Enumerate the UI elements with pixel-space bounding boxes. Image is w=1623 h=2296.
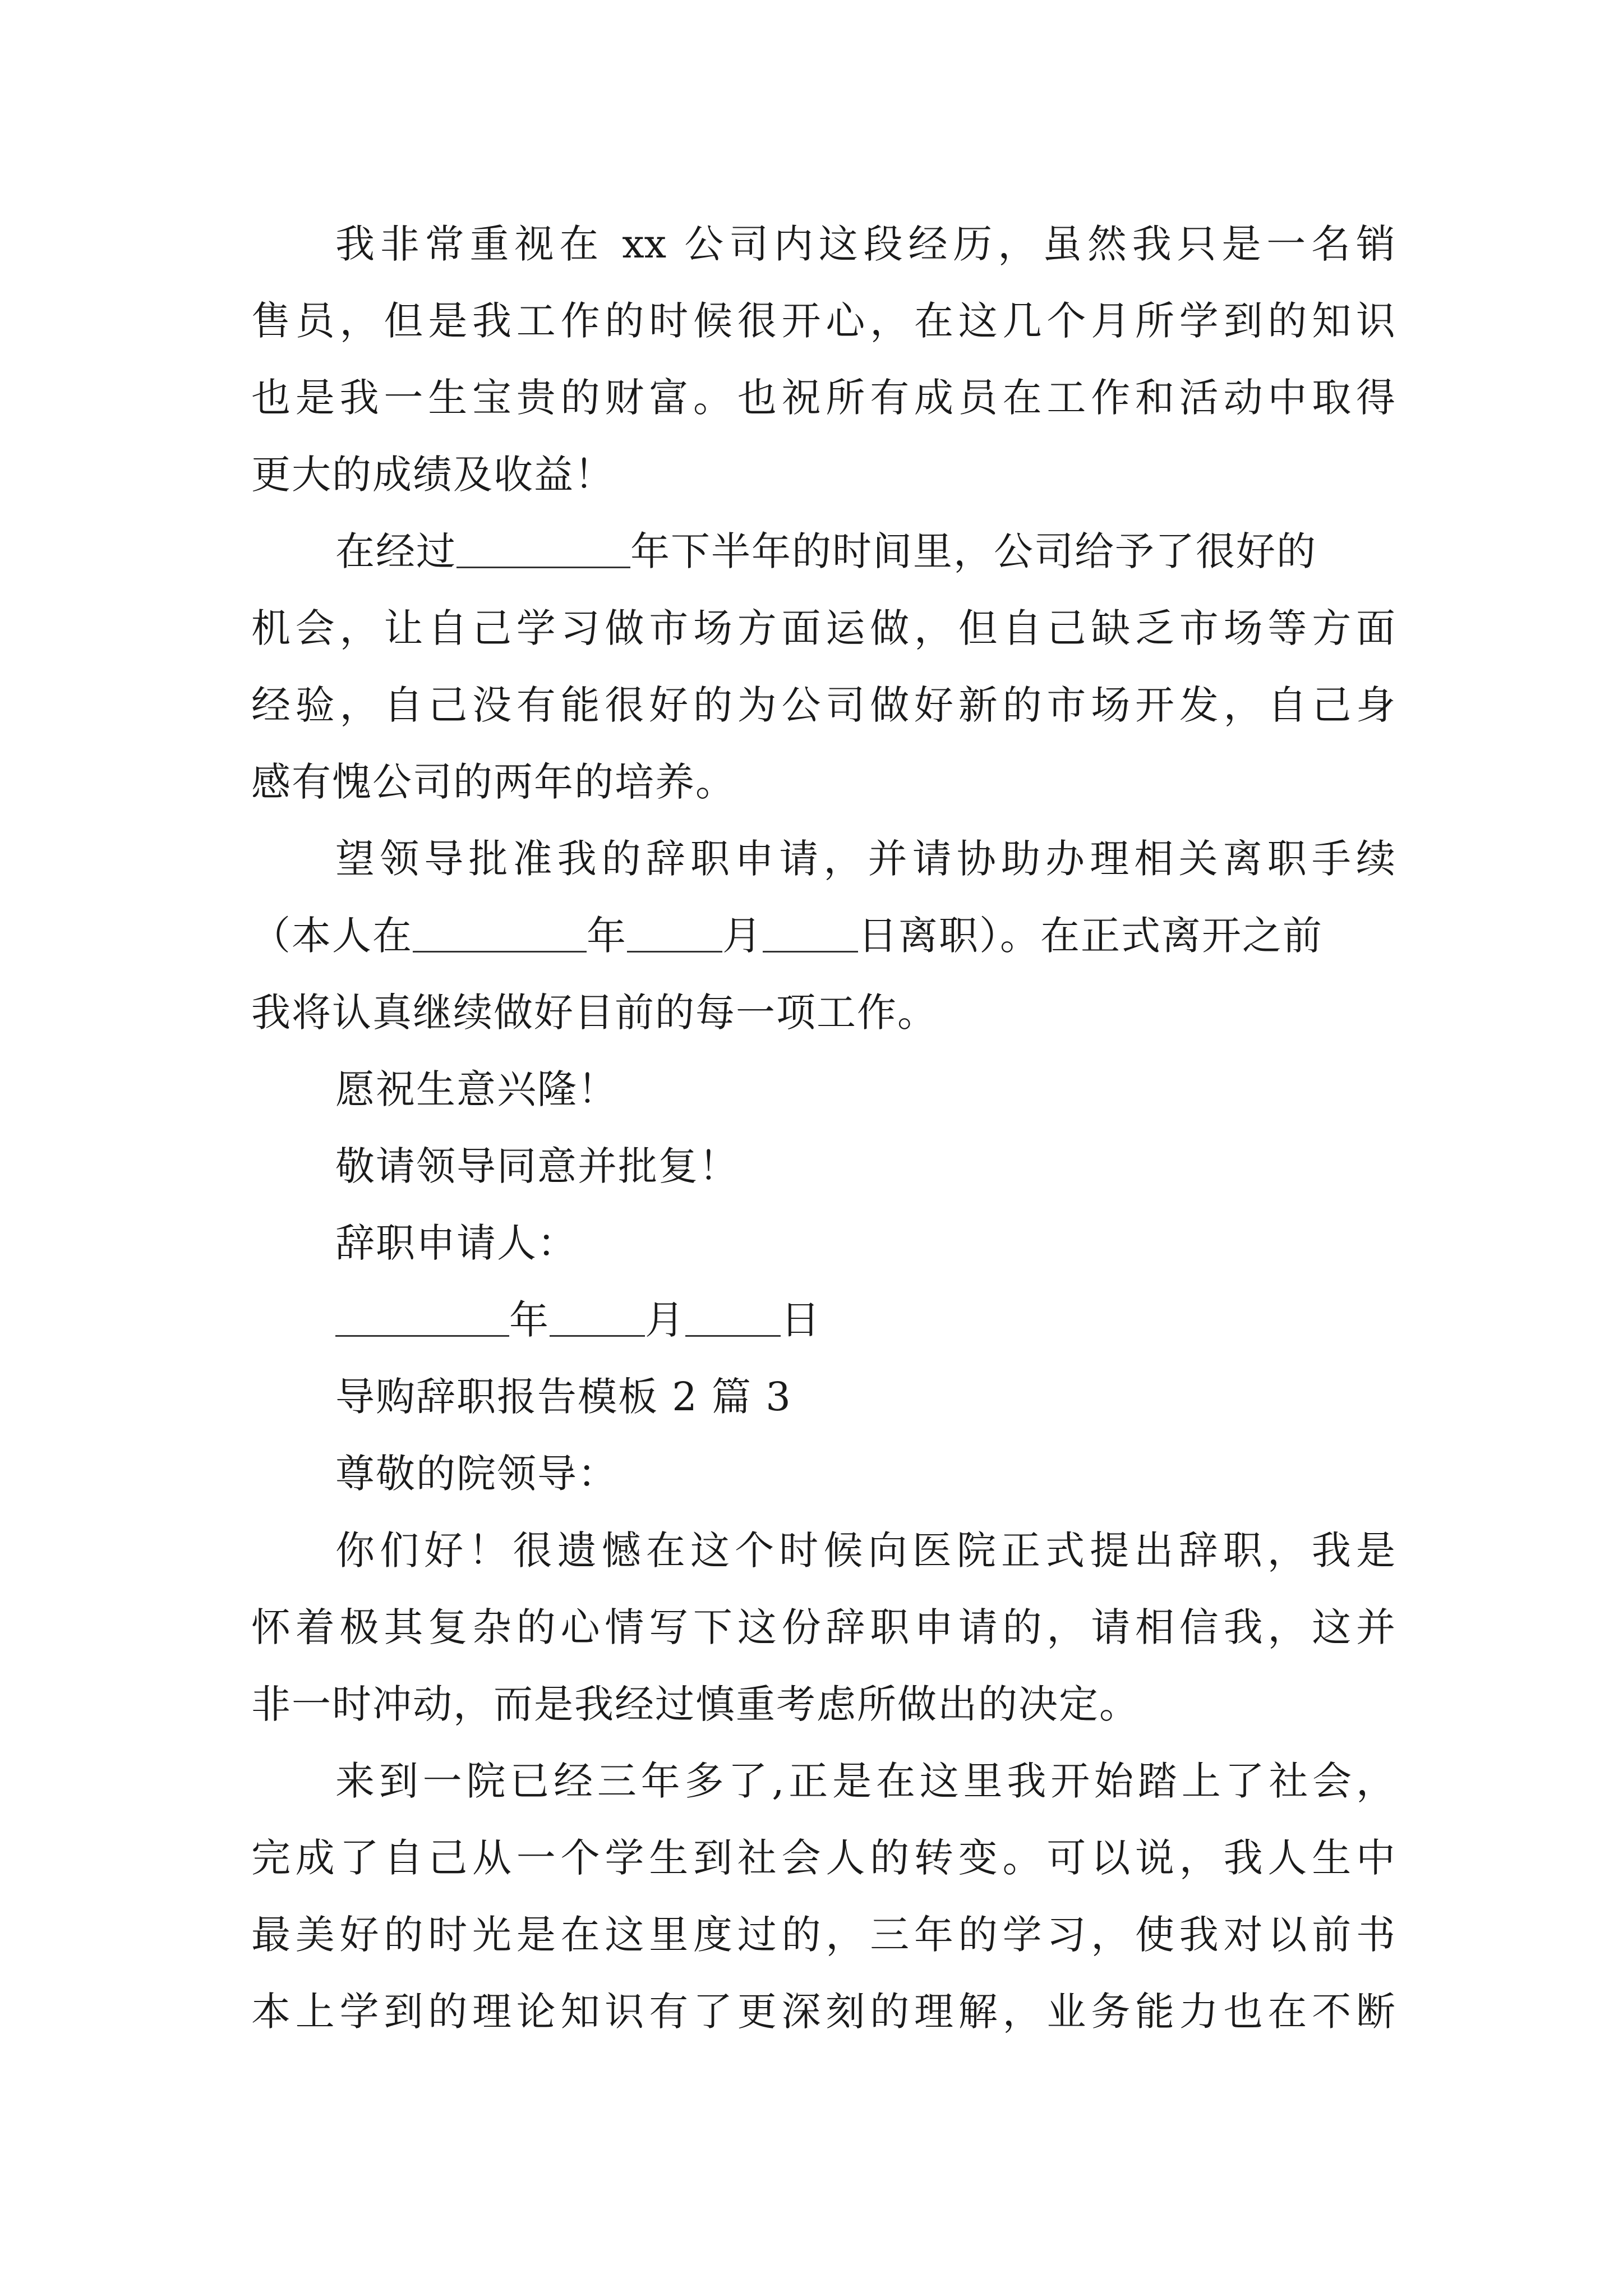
paragraph-line: 非一时冲动，而是我经过慎重考虑所做出的决定。	[251, 1681, 1140, 1727]
paragraph-line	[335, 523, 1395, 579]
paragraph-line: 你们好！很遗憾在这个时候向医院正式提出辞职，我是	[335, 1527, 1395, 1573]
blank-field	[685, 1296, 781, 1337]
date-line	[335, 1292, 1395, 1348]
text-fragment: 月	[722, 913, 763, 959]
paragraph-line: 最美好的时光是在这里度过的，三年的学习，使我对以前书	[251, 1912, 1395, 1958]
paragraph-line: 更大的成绩及收益！	[251, 452, 615, 498]
wish-line: 愿祝生意兴隆！	[335, 1066, 618, 1112]
paragraph-line: 经验，自己没有能很好的为公司做好新的市场开发，自己身	[251, 682, 1395, 728]
paragraph-line: 来到一院已经三年多了,正是在这里我开始踏上了社会，	[335, 1758, 1395, 1804]
text-fragment: 日离职）。在正式离开之前	[858, 913, 1323, 959]
text-fragment: （本人在	[251, 913, 413, 959]
salutation: 尊敬的院领导：	[335, 1451, 618, 1497]
blank-field	[335, 1296, 509, 1337]
paragraph-line: 怀着极其复杂的心情写下这份辞职申请的，请相信我，这并	[251, 1604, 1395, 1650]
text-fragment: 在经过	[335, 528, 457, 574]
request-line: 敬请领导同意并批复！	[335, 1143, 739, 1189]
blank-field	[413, 912, 587, 953]
blank-field	[627, 912, 722, 953]
section-title: 导购辞职报告模板 2 篇 3	[335, 1374, 792, 1420]
text-fragment: 年	[587, 913, 627, 959]
paragraph-line: 也是我一生宝贵的财富。也祝所有成员在工作和活动中取得	[251, 375, 1395, 421]
paragraph-line: 完成了自己从一个学生到社会人的转变。可以说，我人生中	[251, 1835, 1395, 1881]
paragraph-line: 机会，让自己学习做市场方面运做，但自己缺乏市场等方面	[251, 605, 1395, 651]
paragraph-line: 本上学到的理论知识有了更深刻的理解，业务能力也在不断	[251, 1989, 1395, 2035]
signer-line: 辞职申请人：	[335, 1220, 578, 1266]
text-fragment: 年下半年的时间里，公司给予了很好的	[630, 528, 1317, 574]
text-fragment: 日	[781, 1297, 821, 1343]
blank-field	[763, 912, 858, 953]
text-fragment: 月	[645, 1297, 685, 1343]
text-fragment: 年	[509, 1297, 550, 1343]
paragraph-line: 售员，但是我工作的时候很开心，在这几个月所学到的知识	[251, 298, 1395, 344]
paragraph-line: 我非常重视在 xx 公司内这段经历，虽然我只是一名销	[335, 221, 1395, 267]
blank-field	[457, 527, 630, 568]
paragraph-line: 感有愧公司的两年的培养。	[251, 759, 736, 805]
paragraph-line: 我将认真继续做好目前的每一项工作。	[251, 990, 938, 1036]
paragraph-line: 望领导批准我的辞职申请，并请协助办理相关离职手续	[335, 836, 1395, 882]
paragraph-line	[251, 908, 1395, 964]
blank-field	[550, 1296, 645, 1337]
